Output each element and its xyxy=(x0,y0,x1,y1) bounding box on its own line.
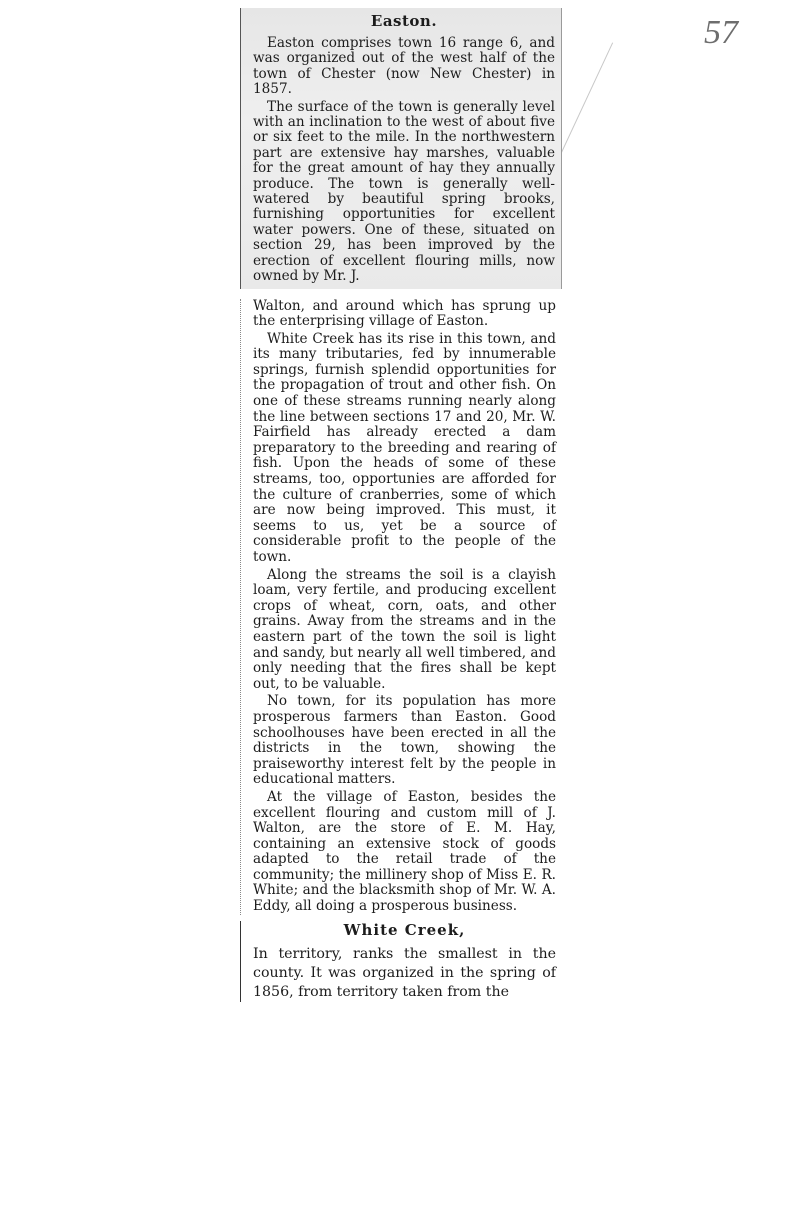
clipping-section-white-creek xyxy=(240,921,562,1002)
clipping-section-continued xyxy=(240,299,562,915)
paragraph: At the village of Easton, besides the excellent flouring and custom mill of J. Walton, are the store of E. M. Hay, containing an extensive stock of goods adapted to the retail trade of the community; the millinery shop of Miss E. R. White; and the blacksmith shop of Mr. W. A. Eddy, all doing a prosperous business. xyxy=(253,788,556,915)
clipping-section-easton xyxy=(240,8,562,289)
paragraph: No town, for its population has more prosperous farmers than Easton. Good schoolhouses have been erected in all the districts in the town, showing the praiseworthy interest felt by the people in educational matters. xyxy=(253,693,556,788)
page-number: 57 xyxy=(704,14,738,51)
paragraph: Easton comprises town 16 range 6, and was organized out of the west half of the town of Chester (now New Chester) in 1857. xyxy=(253,35,555,98)
paragraph: The surface of the town is generally level with an inclination to the west of about five or six feet to the mile. In the northwestern part are extensive hay marshes, valuable for the great amount of hay they annually produce. The town is generally well-watered by beautiful spring brooks, furnishing opportunities for excellent water powers. One of these, situated on section 29, has been improved by the erection of excellent flouring mills, now owned by Mr. J. xyxy=(253,98,555,285)
paragraph: White Creek has its rise in this town, and its many tributaries, fed by innumerable springs, furnish splendid opportunities for the propagation of trout and other fish. On one of these streams running nearly along the line between sections 17 and 20, Mr. W. Fairfield has already erected a dam preparatory to the breeding and rearing of fish. Upon the heads of some of these streams, too, opportunies are afforded for the culture of cranberries, some of which are now being improved. This must, it seems to us, yet be a source of considerable profit to the people of the town. xyxy=(253,330,556,565)
paragraph: In territory, ranks the smallest in the county. It was organized in the spring of 1856, from territory taken from the xyxy=(253,945,556,1000)
paragraph: Along the streams the soil is a clayish loam, very fertile, and producing excellent crops of wheat, corn, oats, and other grains. Away from the streams and in the eastern part of the town the soil is light and sandy, but nearly all well timbered, and only needing that the fires shall be kept out, to be valuable. xyxy=(253,566,556,692)
paragraph: Walton, and around which has sprung up the enterprising village of Easton. xyxy=(253,297,556,330)
section-title: Easton. xyxy=(370,12,438,30)
newspaper-clipping xyxy=(240,8,562,1002)
section-title: White Creek, xyxy=(343,920,466,939)
